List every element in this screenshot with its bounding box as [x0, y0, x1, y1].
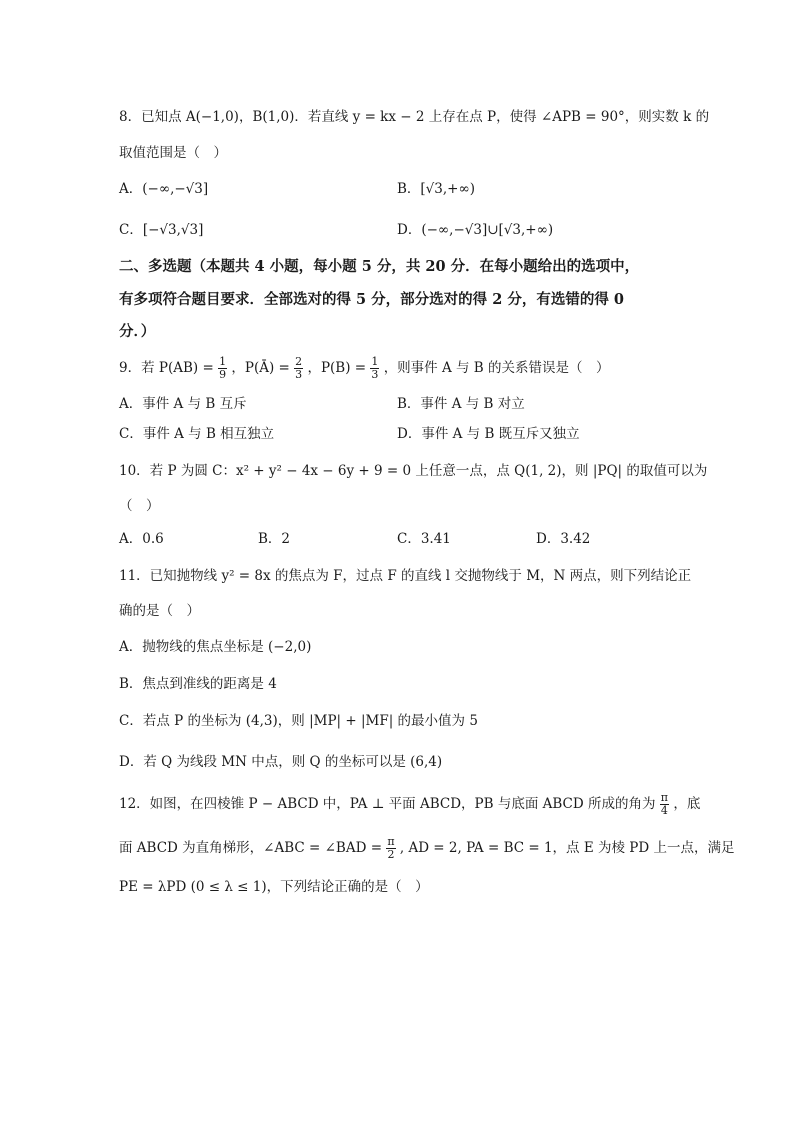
- section2-heading-line2: 有多项符合题目要求．全部选对的得 5 分，部分选对的得 2 分，有选错的得 0: [119, 291, 625, 308]
- q8-option-a: A．(−∞,−√3]: [119, 181, 209, 197]
- q10-option-a: A．0.6: [119, 531, 164, 547]
- q9-option-b: B．事件 A 与 B 对立: [397, 396, 525, 412]
- q9-fraction-2: $\frac{2}{3}$: [295, 355, 303, 381]
- section2-heading-line1: 二、多选题（本题共 4 小题，每小题 5 分，共 20 分．在每小题给出的选项中，: [119, 258, 640, 275]
- q8-option-d: D．(−∞,−√3]∪[√3,+∞): [397, 222, 554, 238]
- q9-fraction-1: $\frac{1}{9}$: [219, 355, 227, 381]
- q11-option-d: D．若 Q 为线段 MN 中点，则 Q 的坐标可以是 (6,4): [119, 754, 443, 770]
- q10-stem-line1: 10．若 P 为圆 C：x² + y² − 4x − 6y + 9 = 0 上任意一点，点 Q(1, 2)，则 |PQ| 的取值可以为: [119, 463, 708, 479]
- q11-stem-line1: 11．已知抛物线 y² = 8x 的焦点为 F，过点 F 的直线 l 交抛物线于 M，N 两点，则下列结论正: [119, 568, 692, 584]
- q10-option-b: B．2: [258, 531, 291, 547]
- q9-option-a: A．事件 A 与 B 互斥: [119, 396, 247, 412]
- q9-prefix: 9．若 P(AB) =: [119, 360, 214, 376]
- q12-line2-prefix: 面 ABCD 为直角梯形，∠ABC = ∠BAD =: [119, 840, 383, 856]
- q9-suffix: ，则事件 A 与 B 的关系错误是（ ）: [383, 360, 610, 376]
- q8-option-c: C．[−√3,√3]: [119, 222, 204, 238]
- q12-fraction-pi-4: $\frac{\pi}{4}$: [660, 791, 669, 817]
- q11-option-c: C．若点 P 的坐标为 (4,3)，则 |MP| + |MF| 的最小值为 5: [119, 713, 478, 729]
- q9-option-c: C．事件 A 与 B 相互独立: [119, 426, 275, 442]
- q12-stem-line2: [119, 836, 734, 861]
- q9-mid2: ，P(B) =: [307, 360, 367, 376]
- q10-option-c: C．3.41: [397, 531, 451, 547]
- section2-heading-line3: 分．）: [119, 323, 156, 340]
- q12-fraction-pi-2: $\frac{\pi}{2}$: [387, 835, 395, 861]
- q8-option-b: B．[√3,+∞): [397, 181, 475, 197]
- q12-stem-line1: [119, 792, 700, 817]
- q12-line2-suffix: , AD = 2, PA = BC = 1，点 E 为棱 PD 上一点，满足: [399, 840, 735, 856]
- q12-line1-prefix: 12．如图，在四棱锥 P − ABCD 中，PA ⊥ 平面 ABCD，PB 与底面 ABCD 所成的角为: [119, 796, 656, 812]
- q9-mid1: ，P(Ā) =: [231, 360, 290, 376]
- q12-line1-suffix: ，底: [673, 796, 701, 812]
- q10-stem-line2: （ ）: [119, 498, 160, 514]
- q10-option-d: D．3.42: [536, 531, 591, 547]
- q8-stem-line2: 取值范围是（ ）: [119, 145, 227, 161]
- q8-stem-line1: 8．已知点 A(−1,0)，B(1,0)．若直线 y = kx − 2 上存在点 P，使得 ∠APB = 90°，则实数 k 的: [119, 109, 710, 125]
- q9-option-d: D．事件 A 与 B 既互斥又独立: [397, 426, 580, 442]
- q9-fraction-3: $\frac{1}{3}$: [371, 355, 379, 381]
- q11-stem-line2: 确的是（ ）: [119, 603, 200, 619]
- q11-option-a: A．抛物线的焦点坐标是 (−2,0): [119, 639, 312, 655]
- q11-option-b: B．焦点到准线的距离是 4: [119, 676, 277, 692]
- q9-stem: [119, 356, 610, 381]
- q12-stem-line3: PE = λPD (0 ≤ λ ≤ 1)，下列结论正确的是（ ）: [119, 879, 429, 895]
